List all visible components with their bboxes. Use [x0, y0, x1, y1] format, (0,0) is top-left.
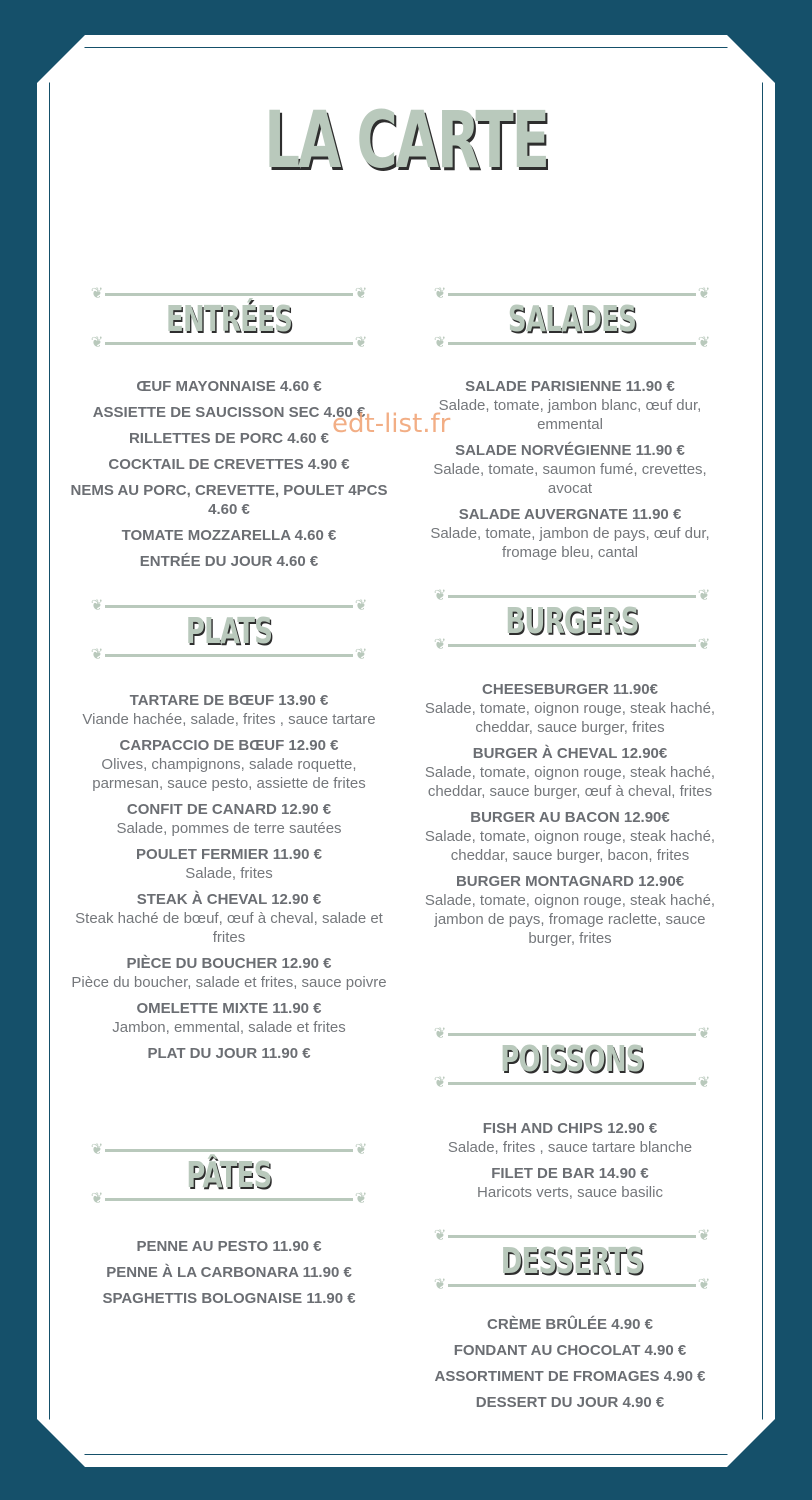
items-salades: [422, 377, 718, 569]
section-header-poissons: [432, 1026, 712, 1096]
menu-item: [422, 441, 718, 498]
menu-item: [70, 736, 388, 793]
menu-item-name: PIÈCE DU BOUCHER 12.90 €: [126, 955, 332, 972]
menu-item-name: FONDANT AU CHOCOLAT 4.90 €: [453, 1342, 687, 1359]
items-burgers: [422, 680, 718, 955]
menu-item-name: STEAK À CHEVAL 12.90 €: [136, 891, 322, 908]
flourish-icon: ❦: [90, 1190, 104, 1207]
menu-item-description: Steak haché de bœuf, œuf à cheval, salade et frites: [75, 910, 383, 946]
menu-item-name: PLAT DU JOUR 11.90 €: [147, 1045, 311, 1062]
flourish-icon: ❦: [90, 285, 104, 302]
section-header-salades: [432, 286, 712, 356]
ornament-line: [448, 1033, 696, 1036]
section-header-burgers: [432, 588, 712, 658]
menu-item-name: CARPACCIO DE BŒUF 12.90 €: [119, 737, 339, 754]
menu-item-description: Salade, tomate, oignon rouge, steak haché, jambon de pays, fromage raclette, sauce burger, frites: [424, 892, 716, 947]
flourish-icon: ❦: [90, 646, 104, 663]
flourish-icon: ❦: [354, 597, 368, 614]
ornament-line: [105, 1149, 353, 1152]
section-header-pates: [89, 1142, 369, 1212]
flourish-icon: ❦: [697, 285, 711, 302]
ornament-line: [105, 293, 353, 296]
items-poissons: [422, 1119, 718, 1209]
menu-item: [422, 377, 718, 434]
section-title-salades: SALADES: [507, 299, 637, 340]
flourish-icon: ❦: [697, 1025, 711, 1042]
menu-title: LA CARTE: [264, 96, 548, 186]
ornament-line: [448, 1235, 696, 1238]
menu-item-name: NEMS AU PORC, CREVETTE, POULET 4PCS 4.60 €: [70, 482, 388, 518]
ornament-line: [105, 1198, 353, 1201]
section-title-poissons: POISSONS: [500, 1039, 644, 1080]
menu-item: [410, 1367, 730, 1386]
flourish-icon: ❦: [90, 1141, 104, 1158]
menu-item: [422, 744, 718, 801]
flourish-icon: ❦: [697, 1074, 711, 1091]
flourish-icon: ❦: [433, 1074, 447, 1091]
watermark-text: edt-list.fr: [332, 409, 451, 439]
menu-item-name: TARTARE DE BŒUF 13.90 €: [129, 692, 329, 709]
menu-item-name: FISH AND CHIPS 12.90 €: [482, 1120, 658, 1137]
flourish-icon: ❦: [354, 646, 368, 663]
section-title-plats: PLATS: [185, 611, 273, 652]
menu-item: [70, 526, 388, 545]
flourish-icon: ❦: [697, 587, 711, 604]
ornament-line: [448, 1284, 696, 1287]
menu-item-name: SALADE PARISIENNE 11.90 €: [465, 378, 675, 395]
menu-item-description: Olives, champignons, salade roquette, parmesan, sauce pesto, assiette de frites: [92, 756, 366, 792]
flourish-icon: ❦: [433, 636, 447, 653]
section-header-desserts: [432, 1228, 712, 1298]
menu-item-name: BURGER AU BACON 12.90€: [470, 809, 670, 826]
items-pates: [70, 1237, 388, 1315]
menu-item: [70, 481, 388, 519]
flourish-icon: ❦: [354, 285, 368, 302]
menu-item-name: SALADE AUVERGNATE 11.90 €: [458, 506, 682, 523]
menu-item: [70, 1289, 388, 1308]
menu-item-name: SPAGHETTIS BOLOGNAISE 11.90 €: [102, 1290, 356, 1307]
menu-item-name: SALADE NORVÉGIENNE 11.90 €: [455, 442, 685, 459]
menu-item-description: Salade, tomate, jambon de pays, œuf dur, fromage bleu, cantal: [430, 525, 710, 561]
menu-item: [410, 1393, 730, 1412]
ornament-line: [105, 654, 353, 657]
menu-item: [70, 1263, 388, 1282]
menu-item: [410, 1341, 730, 1360]
flourish-icon: ❦: [697, 636, 711, 653]
flourish-icon: ❦: [697, 1276, 711, 1293]
ornament-line: [448, 595, 696, 598]
menu-item-description: Haricots verts, sauce basilic: [477, 1184, 663, 1201]
flourish-icon: ❦: [697, 1227, 711, 1244]
menu-item: [70, 800, 388, 838]
menu-item-name: ASSIETTE DE SAUCISSON SEC 4.60 €: [92, 404, 366, 421]
menu-item-description: Salade, tomate, saumon fumé, crevettes, avocat: [433, 461, 707, 497]
menu-item-name: ŒUF MAYONNAISE 4.60 €: [136, 378, 322, 395]
items-desserts: [410, 1315, 730, 1419]
menu-item-description: Salade, tomate, oignon rouge, steak haché, cheddar, sauce burger, bacon, frites: [424, 828, 716, 864]
menu-item: [422, 1164, 718, 1202]
section-header-entrees: [89, 286, 369, 356]
menu-item: [70, 1044, 388, 1063]
flourish-icon: ❦: [354, 1141, 368, 1158]
flourish-icon: ❦: [433, 587, 447, 604]
menu-item: [70, 377, 388, 396]
menu-item-description: Salade, frites , sauce tartare blanche: [447, 1139, 693, 1156]
menu-item-description: Pièce du boucher, salade et frites, sauce poivre: [71, 974, 387, 991]
ornament-line: [448, 342, 696, 345]
section-title-burgers: BURGERS: [505, 601, 639, 642]
flourish-icon: ❦: [433, 285, 447, 302]
menu-item-name: POULET FERMIER 11.90 €: [136, 846, 322, 863]
menu-item-name: OMELETTE MIXTE 11.90 €: [136, 1000, 322, 1017]
menu-item: [70, 455, 388, 474]
menu-item-name: TOMATE MOZZARELLA 4.60 €: [121, 527, 337, 544]
menu-item-name: ENTRÉE DU JOUR 4.60 €: [139, 553, 319, 570]
menu-item-name: FILET DE BAR 14.90 €: [491, 1165, 649, 1182]
menu-item: [70, 691, 388, 729]
menu-item: [422, 1119, 718, 1157]
menu-item-description: Viande hachée, salade, frites , sauce tartare: [82, 711, 376, 728]
ornament-line: [448, 1082, 696, 1085]
flourish-icon: ❦: [433, 1025, 447, 1042]
ornament-line: [105, 342, 353, 345]
menu-item: [70, 954, 388, 992]
menu-item: [70, 890, 388, 947]
menu-item: [70, 552, 388, 571]
section-title-entrees: ENTRÉES: [165, 299, 293, 340]
ornament-line: [448, 293, 696, 296]
flourish-icon: ❦: [697, 334, 711, 351]
menu-item: [422, 680, 718, 737]
menu-item-description: Salade, frites: [185, 865, 273, 882]
menu-item-name: CHEESEBURGER 11.90€: [482, 681, 658, 698]
menu-item-name: CONFIT DE CANARD 12.90 €: [126, 801, 332, 818]
menu-item: [422, 872, 718, 948]
menu-item-description: Salade, pommes de terre sautées: [116, 820, 342, 837]
items-plats: [70, 691, 388, 1070]
menu-item-name: CRÈME BRÛLÉE 4.90 €: [487, 1316, 653, 1333]
menu-item: [422, 505, 718, 562]
flourish-icon: ❦: [433, 334, 447, 351]
menu-item-name: BURGER MONTAGNARD 12.90€: [455, 873, 685, 890]
flourish-icon: ❦: [433, 1276, 447, 1293]
menu-item-name: PENNE À LA CARBONARA 11.90 €: [106, 1264, 352, 1281]
menu-item-description: Salade, tomate, oignon rouge, steak haché, cheddar, sauce burger, œuf à cheval, frites: [424, 764, 716, 800]
section-title-desserts: DESSERTS: [500, 1241, 644, 1282]
menu-item-description: Salade, tomate, oignon rouge, steak haché, cheddar, sauce burger, frites: [424, 700, 716, 736]
menu-item: [422, 808, 718, 865]
menu-item-name: PENNE AU PESTO 11.90 €: [136, 1238, 322, 1255]
menu-item-name: ASSORTIMENT DE FROMAGES 4.90 €: [434, 1368, 706, 1385]
menu-item-name: RILLETTES DE PORC 4.60 €: [128, 430, 330, 447]
section-header-plats: [89, 598, 369, 668]
menu-item: [70, 1237, 388, 1256]
flourish-icon: ❦: [354, 1190, 368, 1207]
flourish-icon: ❦: [433, 1227, 447, 1244]
flourish-icon: ❦: [90, 597, 104, 614]
flourish-icon: ❦: [354, 334, 368, 351]
section-title-pates: PÂTES: [186, 1155, 272, 1196]
menu-item-description: Salade, tomate, jambon blanc, œuf dur, emmental: [438, 397, 702, 433]
items-entrees: [70, 377, 388, 578]
ornament-line: [105, 605, 353, 608]
ornament-line: [448, 644, 696, 647]
flourish-icon: ❦: [90, 334, 104, 351]
menu-item-name: DESSERT DU JOUR 4.90 €: [475, 1394, 665, 1411]
menu-item-description: Jambon, emmental, salade et frites: [112, 1019, 346, 1036]
menu-item-name: COCKTAIL DE CREVETTES 4.90 €: [108, 456, 350, 473]
menu-item: [70, 999, 388, 1037]
menu-item-name: BURGER À CHEVAL 12.90€: [472, 745, 668, 762]
menu-item: [70, 845, 388, 883]
menu-item: [410, 1315, 730, 1334]
